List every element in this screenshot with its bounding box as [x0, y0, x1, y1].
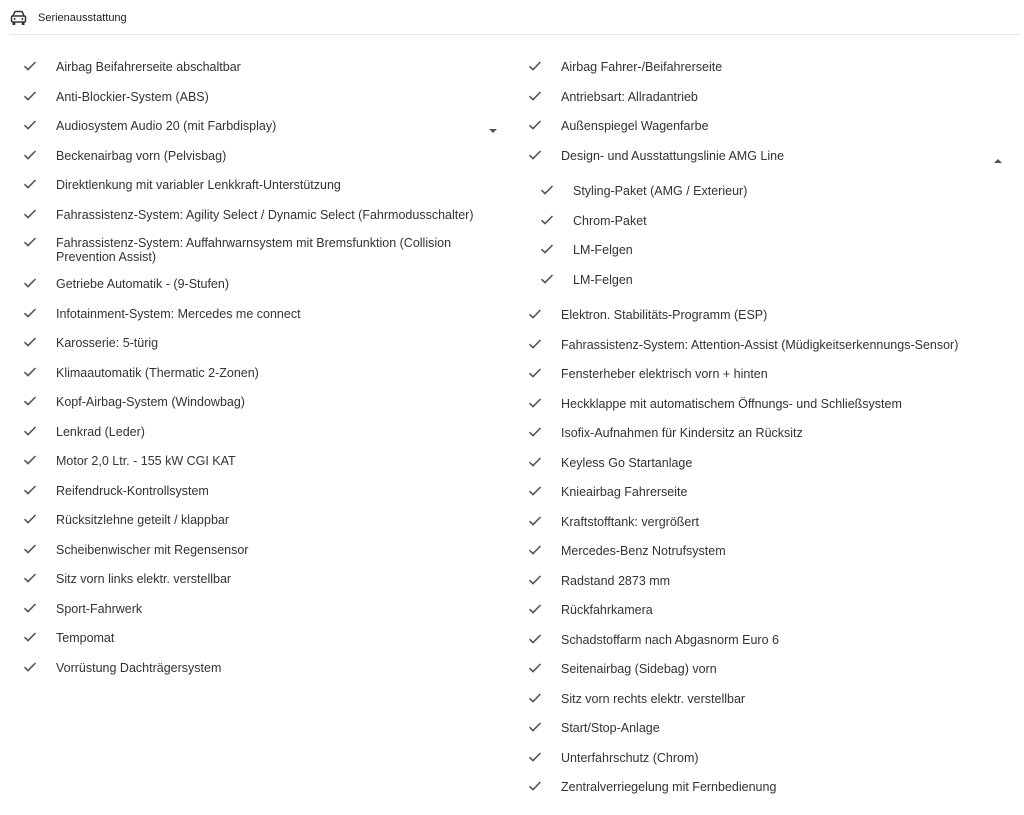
check-icon — [528, 662, 542, 674]
check-icon — [23, 366, 37, 378]
check-icon — [23, 178, 37, 190]
item-label: LM-Felgen — [573, 243, 633, 257]
item-label: Außenspiegel Wagenfarbe — [561, 119, 709, 133]
check-icon — [23, 277, 37, 289]
item-label: Fensterheber elektrisch vorn + hinten — [561, 367, 768, 381]
item-label: LM-Felgen — [573, 273, 633, 287]
check-icon — [23, 631, 37, 643]
item-label: Rücksitzlehne geteilt / klappbar — [56, 513, 230, 527]
item-label: Mercedes-Benz Notrufsystem — [561, 544, 726, 558]
check-icon — [540, 214, 554, 226]
check-icon — [528, 338, 542, 350]
check-icon — [528, 60, 542, 72]
item-label: Sitz vorn links elektr. verstellbar — [56, 572, 232, 586]
item-label: Lenkrad (Leder) — [56, 425, 145, 439]
item-label: Keyless Go Startanlage — [561, 456, 693, 470]
item-label: Audiosystem Audio 20 (mit Farbdisplay) — [56, 119, 277, 133]
check-icon — [528, 515, 542, 527]
item-label: Schadstoffarm nach Abgasnorm Euro 6 — [561, 633, 779, 647]
item-label: Scheibenwischer mit Regensensor — [56, 543, 249, 557]
item-label: Motor 2,0 Ltr. - 155 kW CGI KAT — [56, 454, 236, 468]
item-label: Start/Stop-Anlage — [561, 721, 660, 735]
check-icon — [540, 184, 554, 196]
chevron-up-icon[interactable] — [993, 153, 1003, 159]
item-label: Fahrassistenz-System: Agility Select / Dynamic Select (Fahrmodusschalter) — [56, 208, 474, 222]
item-label: Getriebe Automatik - (9-Stufen) — [56, 277, 229, 291]
item-label: Kopf-Airbag-System (Windowbag) — [56, 395, 245, 409]
check-icon — [528, 119, 542, 131]
item-label: Tempomat — [56, 631, 115, 645]
check-icon — [23, 543, 37, 555]
item-label: Unterfahrschutz (Chrom) — [561, 751, 699, 765]
check-icon — [528, 574, 542, 586]
section-title: Serienausstattung — [38, 12, 127, 24]
item-label: Isofix-Aufnahmen für Kindersitz an Rücksitz — [561, 426, 803, 440]
check-icon — [528, 721, 542, 733]
check-icon — [23, 307, 37, 319]
check-icon — [528, 780, 542, 792]
check-icon — [528, 308, 542, 320]
item-label: Vorrüstung Dachträgersystem — [56, 661, 222, 675]
check-icon — [23, 336, 37, 348]
check-icon — [23, 454, 37, 466]
item-label: Klimaautomatik (Thermatic 2-Zonen) — [56, 366, 259, 380]
check-icon — [23, 208, 37, 220]
item-label: Elektron. Stabilitäts-Programm (ESP) — [561, 308, 768, 322]
item-label: Radstand 2873 mm — [561, 574, 671, 588]
chevron-down-icon[interactable] — [488, 123, 498, 129]
check-icon — [23, 90, 37, 102]
check-icon — [528, 456, 542, 468]
item-label: Airbag Fahrer-/Beifahrerseite — [561, 60, 723, 74]
item-label: Antriebsart: Allradantrieb — [561, 90, 698, 104]
check-icon — [23, 149, 37, 161]
item-label: Direktlenkung mit variabler Lenkkraft-Unterstützung — [56, 178, 341, 192]
item-label: Styling-Paket (AMG / Exterieur) — [573, 184, 748, 198]
check-icon — [528, 692, 542, 704]
check-icon — [23, 119, 37, 131]
item-label: Airbag Beifahrerseite abschaltbar — [56, 60, 241, 74]
check-icon — [23, 425, 37, 437]
check-icon — [528, 149, 542, 161]
car-icon — [10, 10, 27, 26]
check-icon — [528, 603, 542, 615]
item-label: Sitz vorn rechts elektr. verstellbar — [561, 692, 746, 706]
check-icon — [23, 572, 37, 584]
check-icon — [528, 485, 542, 497]
item-label: Fahrassistenz-System: Attention-Assist (Müdigkeitserkennungs-Sensor) — [561, 338, 959, 352]
check-icon — [23, 513, 37, 525]
item-label: Beckenairbag vorn (Pelvisbag) — [56, 149, 227, 163]
check-icon — [23, 484, 37, 496]
check-icon — [528, 367, 542, 379]
check-icon — [528, 633, 542, 645]
check-icon — [528, 426, 542, 438]
item-label: Anti-Blockier-System (ABS) — [56, 90, 209, 104]
item-label: Karosserie: 5-türig — [56, 336, 159, 350]
check-icon — [528, 544, 542, 556]
check-icon — [540, 243, 554, 255]
item-label: Reifendruck-Kontrollsystem — [56, 484, 209, 498]
item-label: Zentralverriegelung mit Fernbedienung — [561, 780, 777, 794]
item-label: Seitenairbag (Sidebag) vorn — [561, 662, 717, 676]
section-header — [10, 0, 1020, 35]
item-label: Rückfahrkamera — [561, 603, 653, 617]
item-label: Design- und Ausstattungslinie AMG Line — [561, 149, 785, 163]
item-label: Chrom-Paket — [573, 214, 647, 228]
check-icon — [528, 90, 542, 102]
item-label: Heckklappe mit automatischem Öffnungs- und Schließsystem — [561, 397, 902, 411]
check-icon — [23, 661, 37, 673]
check-icon — [528, 751, 542, 763]
check-icon — [23, 60, 37, 72]
check-icon — [23, 236, 37, 248]
item-label: Fahrassistenz-System: Auffahrwarnsystem mit Bremsfunktion (Collision Prevention Assist) — [56, 236, 452, 264]
check-icon — [23, 602, 37, 614]
item-label: Sport-Fahrwerk — [56, 602, 143, 616]
item-label: Kraftstofftank: vergrößert — [561, 515, 700, 529]
check-icon — [528, 397, 542, 409]
check-icon — [23, 395, 37, 407]
item-label: Knieairbag Fahrerseite — [561, 485, 688, 499]
item-label: Infotainment-System: Mercedes me connect — [56, 307, 301, 321]
check-icon — [540, 273, 554, 285]
